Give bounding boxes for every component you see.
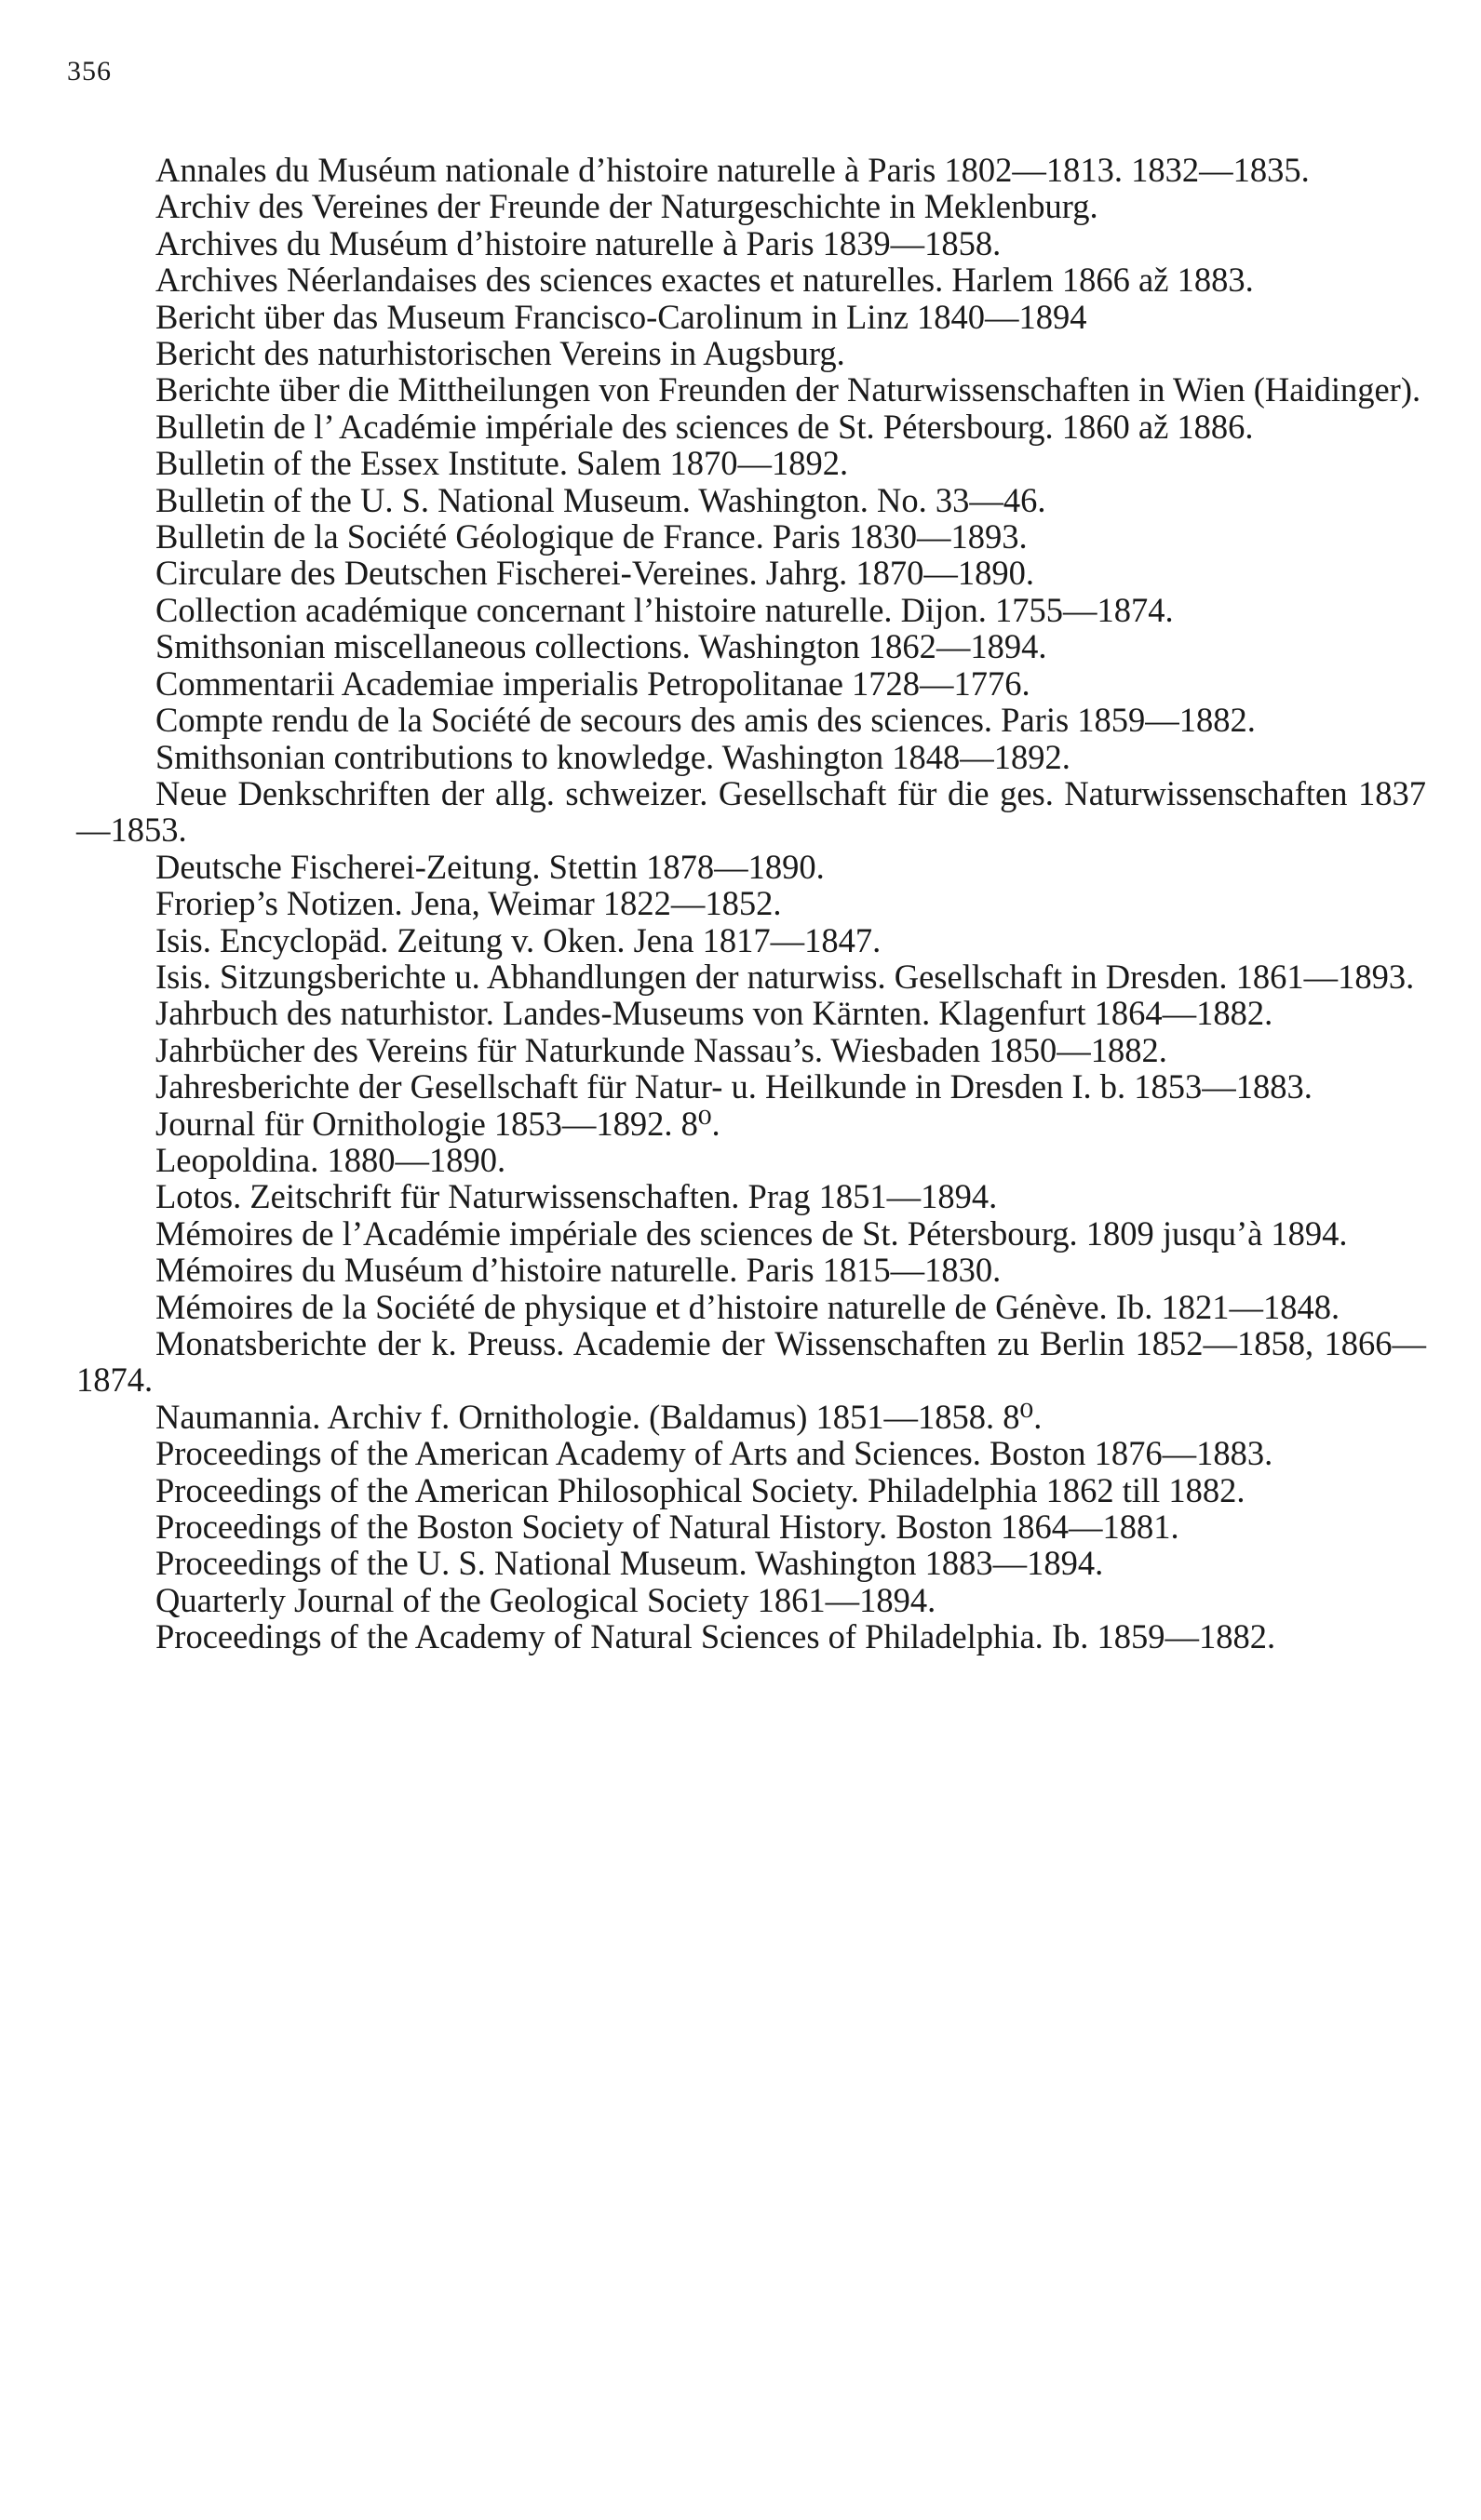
list-item: Bulletin of the U. S. National Museum. Washington. No. 33—46.	[155, 480, 1046, 519]
list-item: Proceedings of the U. S. National Museum. Washington 1883—1894.	[155, 1544, 1104, 1583]
list-item: Bulletin de l’ Académie impériale des sciences de St. Pétersbourg. 1860 až 1886.	[155, 407, 1254, 446]
list-item: Archiv des Vereines der Freunde der Naturgeschichte in Meklenburg.	[155, 187, 1098, 226]
list-item: Jahrbücher des Vereins für Naturkunde Nassau’s. Wiesbaden 1850—1882.	[155, 1030, 1167, 1069]
list-item: Berichte über die Mittheilungen von Freunden der Naturwissenschaften in Wien (Haidinger).	[155, 370, 1421, 409]
list-item: Isis. Encyclopäd. Zeitung v. Oken. Jena 1817—1847.	[155, 920, 882, 959]
list-item: Archives Néerlandaises des sciences exactes et naturelles. Harlem 1866 až 1883.	[155, 261, 1254, 300]
list-item: Isis. Sitzungsberichte u. Abhandlungen der naturwiss. Gesellschaft in Dresden. 1861—1893.	[155, 957, 1415, 996]
list-item: Quarterly Journal of the Geological Society 1861—1894.	[155, 1580, 936, 1619]
list-item: Circulare des Deutschen Fischerei-Vereines. Jahrg. 1870—1890.	[155, 554, 1035, 593]
list-item: Commentarii Academiae imperialis Petropolitanae 1728—1776.	[155, 664, 1030, 703]
list-item: Bericht des naturhistorischen Vereins in Augsburg.	[155, 334, 845, 373]
list-item: Mémoires de l’Académie impériale des sciences de St. Pétersbourg. 1809 jusqu’à 1894.	[155, 1213, 1348, 1253]
list-item: Bulletin de la Société Géologique de France. Paris 1830—1893.	[155, 517, 1028, 556]
list-item: Jahrbuch des naturhistor. Landes-Museums von Kärnten. Klagenfurt 1864—1882.	[155, 994, 1273, 1033]
list-item: Mémoires de la Société de physique et d’histoire naturelle de Génève. Ib. 1821—1848.	[155, 1287, 1340, 1326]
list-item: Compte rendu de la Société de secours des amis des sciences. Paris 1859—1882.	[155, 701, 1256, 740]
list-item: Naumannia. Archiv f. Ornithologie. (Baldamus) 1851—1858. 8⁰.	[155, 1397, 1043, 1436]
list-item: Proceedings of the American Philosophical Society. Philadelphia 1862 till 1882.	[155, 1470, 1245, 1509]
list-item: Deutsche Fischerei-Zeitung. Stettin 1878—1890.	[155, 847, 825, 886]
list-item: Mémoires du Muséum d’histoire naturelle. Paris 1815—1830.	[155, 1251, 1002, 1290]
page-number: 356	[67, 56, 112, 87]
list-item: Jahresberichte der Gesellschaft für Natur- u. Heilkunde in Dresden I. b. 1853—1883.	[155, 1067, 1313, 1106]
list-item: Bulletin of the Essex Institute. Salem 1870—1892.	[155, 444, 849, 483]
list-item: Smithsonian miscellaneous collections. Washington 1862—1894.	[155, 627, 1047, 666]
list-item: Monatsberichte der k. Preuss. Academie der Wissenschaften zu Berlin 1852—1858, 1866—1874.	[76, 1324, 1426, 1400]
list-item: Proceedings of the American Academy of Arts and Sciences. Boston 1876—1883.	[155, 1434, 1273, 1473]
list-item: Lotos. Zeitschrift für Naturwissenschaften. Prag 1851—1894.	[155, 1177, 998, 1216]
list-item: Smithsonian contributions to knowledge. Washington 1848—1892.	[155, 737, 1070, 776]
list-item: Bericht über das Museum Francisco-Carolinum in Linz 1840—1894	[155, 297, 1087, 336]
list-item: Neue Denkschriften der allg. schweizer. Gesellschaft für die ges. Naturwissenschaften 1837—1853.	[76, 773, 1426, 850]
list-item: Proceedings of the Boston Society of Natural History. Boston 1864—1881.	[155, 1508, 1179, 1547]
list-item: Froriep’s Notizen. Jena, Weimar 1822—1852.	[155, 884, 782, 923]
list-item: Collection académique concernant l’histoire naturelle. Dijon. 1755—1874.	[155, 590, 1174, 629]
bibliography-list	[76, 152, 1426, 1655]
list-item: Archives du Muséum d’histoire naturelle à Paris 1839—1858.	[155, 223, 1002, 262]
list-item: Annales du Muséum nationale d’histoire naturelle à Paris 1802—1813. 1832—1835.	[155, 151, 1310, 189]
list-item: Proceedings of the Academy of Natural Sciences of Philadelphia. Ib. 1859—1882.	[155, 1617, 1276, 1656]
list-item: Leopoldina. 1880—1890.	[155, 1140, 506, 1179]
list-item: Journal für Ornithologie 1853—1892. 8⁰.	[155, 1104, 720, 1143]
